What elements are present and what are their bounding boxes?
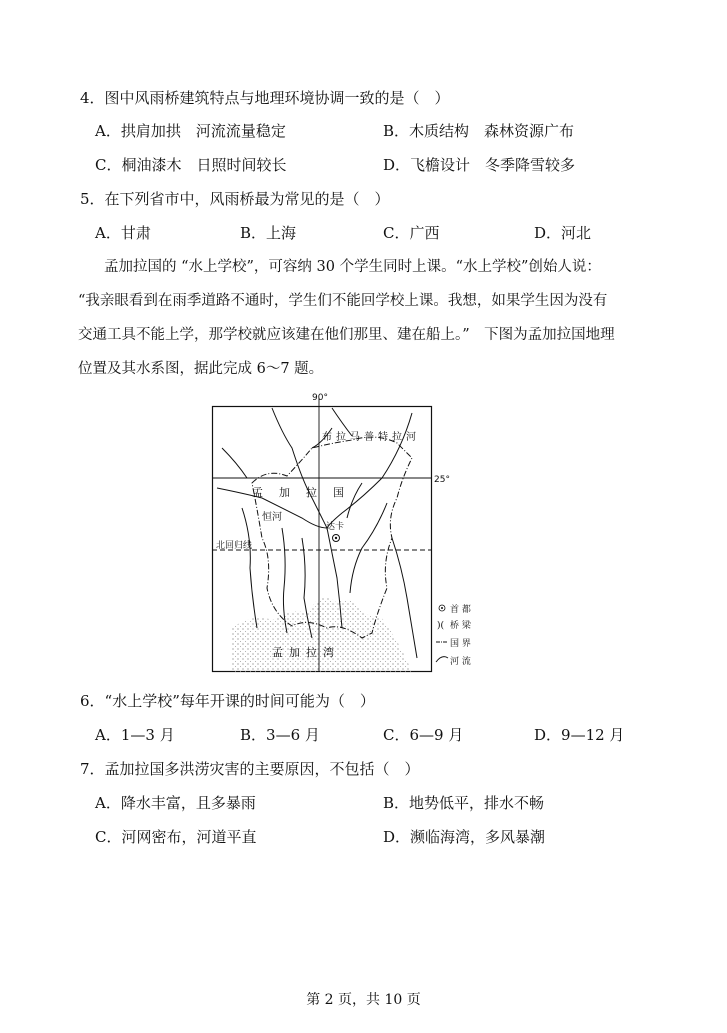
q5-option-b: B．上海: [240, 224, 297, 242]
country-label: 孟加拉国: [252, 486, 360, 499]
q6-option-b: B．3—6 月: [240, 726, 320, 744]
latitude-label: 25°: [434, 475, 450, 485]
brahmaputra-label: 布拉马普特拉河: [322, 432, 420, 443]
q5-stem: 5．在下列省市中，风雨桥最为常见的是（ ）: [80, 190, 390, 208]
q7-option-c: C．河网密布，河道平直: [95, 828, 257, 846]
q7-option-a: A．降水丰富，且多暴雨: [95, 794, 256, 812]
page-footer: 第 2 页，共 10 页: [306, 992, 421, 1008]
legend-bridge-label: 桥 梁: [450, 621, 471, 631]
q7-stem: 7．孟加拉国多洪涝灾害的主要原因，不包括（ ）: [80, 760, 420, 778]
bay-label: 孟加拉湾: [272, 646, 340, 659]
legend-river-icon: [436, 657, 448, 662]
legend-bridge-icon: )(: [437, 621, 445, 631]
legend-capital-label: 首 都: [450, 605, 471, 615]
ganges-label: 恒河: [262, 512, 282, 523]
q5-option-a: A．甘肃: [95, 224, 151, 242]
q6-stem: 6．“水上学校”每年开课的时间可能为（ ）: [80, 692, 375, 710]
q4-option-a: A．拱肩加拱 河流流量稳定: [95, 122, 286, 140]
passage-line-3: 交通工具不能上学，那学校就应该建在他们那里、建在船上。” 下图为孟加拉国地理: [78, 327, 615, 343]
tropic-label: 北回归线: [216, 541, 253, 551]
q6-option-a: A．1—3 月: [95, 726, 175, 744]
legend-border-label: 国 界: [450, 639, 471, 649]
map-legend: [436, 603, 472, 667]
q7-option-d: D．濒临海湾，多风暴潮: [383, 828, 546, 846]
q7-option-b: B．地势低平，排水不畅: [383, 794, 545, 812]
longitude-label: 90°: [312, 393, 328, 403]
passage-line-2: “我亲眼看到在雨季道路不通时，学生们不能回学校上课。我想，如果学生因为没有: [78, 293, 608, 309]
q5-option-c: C．广西: [383, 224, 440, 242]
passage-line-4: 位置及其水系图，据此完成 6～7 题。: [78, 361, 324, 377]
q4-option-d: D．飞檐设计 冬季降雪较多: [383, 156, 576, 174]
q4-option-c: C．桐油漆木 日照时间较长: [95, 156, 287, 174]
passage-line-1: 孟加拉国的 “水上学校”，可容纳 30 个学生同时上课。“水上学校”创始人说：: [104, 259, 601, 275]
bangladesh-water-system-map: [212, 388, 471, 672]
q4-stem: 4．图中风雨桥建筑特点与地理环境协调一致的是（ ）: [80, 89, 450, 107]
q4-option-b: B．木质结构 森林资源广布: [383, 122, 575, 140]
q5-option-d: D．河北: [534, 224, 592, 242]
q6-option-c: C．6—9 月: [383, 726, 464, 744]
legend-river-label: 河 流: [450, 657, 471, 667]
q6-option-d: D．9—12 月: [534, 726, 625, 744]
capital-label: 达卡: [326, 522, 345, 532]
